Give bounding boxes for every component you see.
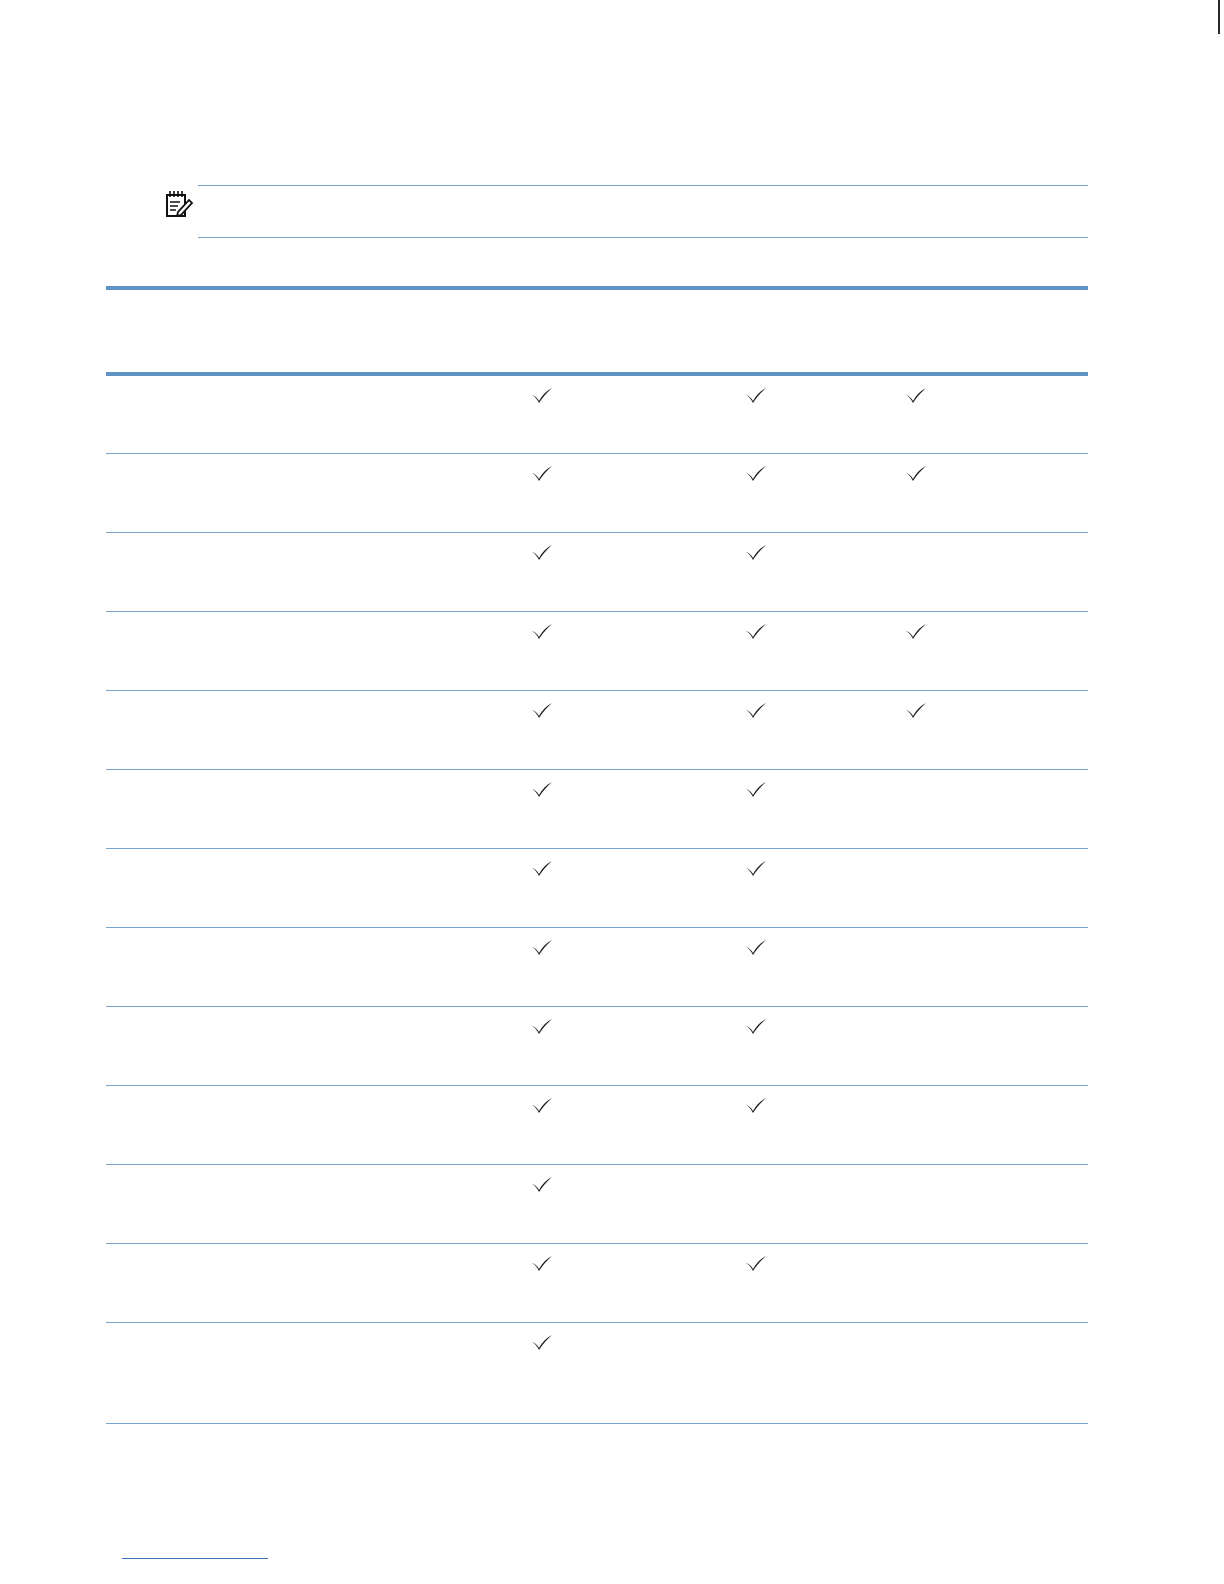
checkmark-icon [904, 386, 928, 404]
checkmark-icon [904, 464, 928, 482]
table-row [106, 612, 1088, 691]
table-row [106, 1007, 1088, 1086]
table-row [106, 454, 1088, 533]
checkmark-icon [904, 701, 928, 719]
checkmark-icon [744, 938, 768, 956]
table-row [106, 1323, 1088, 1424]
table-row [106, 770, 1088, 849]
checkmark-icon [744, 1254, 768, 1272]
table-row [106, 691, 1088, 770]
table-row [106, 849, 1088, 928]
checkmark-icon [744, 622, 768, 640]
checkmark-icon [530, 543, 554, 561]
table-row [106, 928, 1088, 1007]
checkmark-icon [744, 386, 768, 404]
checkmark-icon [530, 1333, 554, 1351]
table-body [106, 376, 1088, 1424]
checkmark-icon [530, 464, 554, 482]
checkmark-icon [530, 1175, 554, 1193]
note-icon [162, 188, 194, 220]
checkmark-icon [744, 464, 768, 482]
checkmark-icon [530, 1096, 554, 1114]
feature-table [106, 286, 1088, 1424]
checkmark-icon [530, 1017, 554, 1035]
checkmark-icon [744, 1096, 768, 1114]
checkmark-icon [530, 859, 554, 877]
checkmark-icon [530, 938, 554, 956]
checkmark-icon [530, 386, 554, 404]
table-row [106, 1165, 1088, 1244]
checkmark-icon [744, 780, 768, 798]
checkmark-icon [744, 859, 768, 877]
checkmark-icon [530, 701, 554, 719]
note-bottom-rule [198, 237, 1088, 238]
checkmark-icon [530, 622, 554, 640]
table-row [106, 1244, 1088, 1323]
table-header [106, 290, 1088, 372]
note-top-rule [198, 185, 1088, 186]
footer-link[interactable] [122, 1558, 268, 1559]
checkmark-icon [530, 780, 554, 798]
checkmark-icon [744, 543, 768, 561]
checkmark-icon [904, 622, 928, 640]
table-row [106, 1086, 1088, 1165]
table-row [106, 376, 1088, 454]
checkmark-icon [744, 1017, 768, 1035]
checkmark-icon [744, 701, 768, 719]
table-row [106, 533, 1088, 612]
page-edge-mark [1218, 0, 1220, 34]
checkmark-icon [530, 1254, 554, 1272]
